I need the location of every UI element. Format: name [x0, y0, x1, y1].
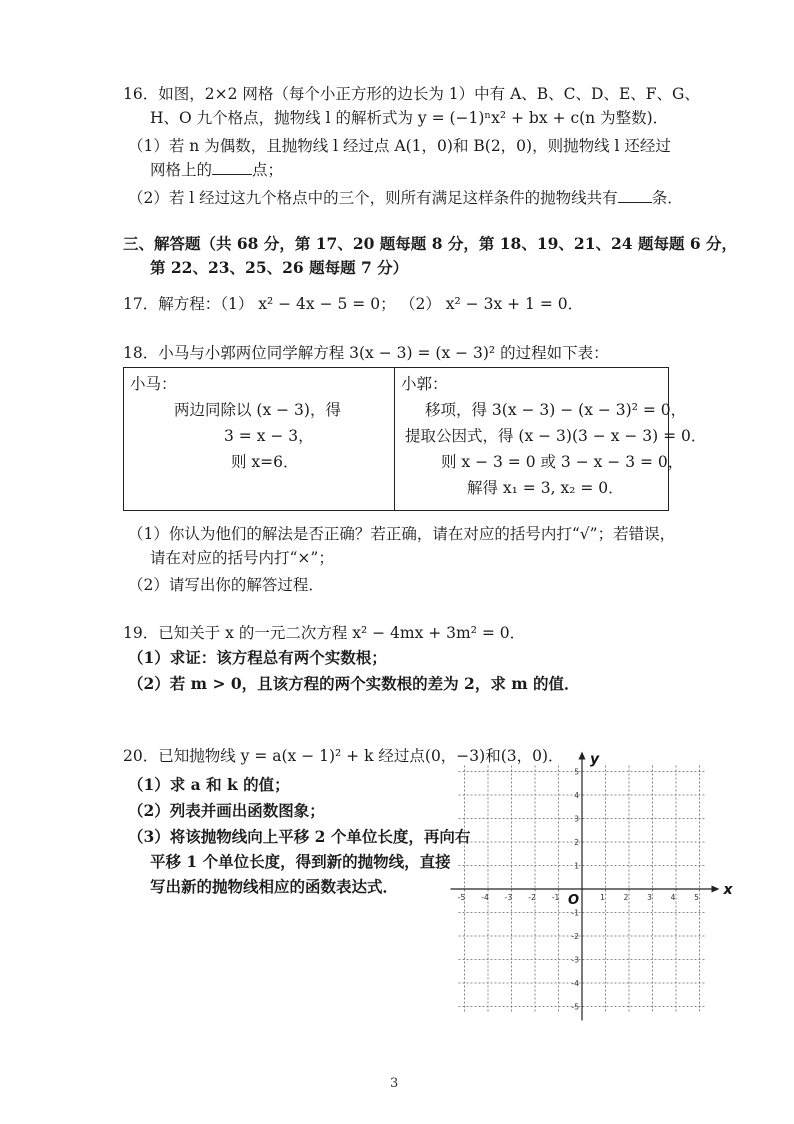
q19-intro: 19．已知关于 x 的一元二次方程 x² − 4mx + 3m² = 0．: [123, 624, 526, 642]
q16-part1-line1: （1）若 n 为偶数，且抛物线 l 经过点 A(1，0)和 B(2，0)，则抛物线 l 还经过: [128, 137, 671, 155]
q16-part1-text-a: 网格上的: [150, 161, 213, 179]
y-axis-label: y: [590, 751, 600, 768]
x-tick-label: -5: [457, 893, 466, 902]
x-tick-label: -2: [528, 893, 536, 902]
q16-part1-line2: [150, 160, 283, 180]
q20-part2: （2）列表并画出函数图象；: [128, 801, 325, 820]
q18-right-title: 小郭：: [401, 375, 448, 393]
q18-right-line2: 提取公因式，得 (x − 3)(3 − x − 3) = 0．: [405, 427, 707, 445]
section3-heading-line2: 第 22、23、25、26 题每题 7 分）: [150, 258, 409, 277]
q18-left-line1: 两边同除以 (x − 3)，得: [174, 401, 341, 419]
y-tick-label: 4: [574, 791, 579, 800]
grid-lines: [459, 766, 706, 1013]
q18-left-title: 小马：: [130, 375, 177, 393]
x-tick-label: 4: [670, 893, 676, 902]
x-tick-label: 1: [600, 893, 605, 902]
y-tick-label: 5: [574, 767, 579, 777]
grid-labels: [458, 752, 734, 1012]
q16-part2: [128, 188, 683, 208]
q17-part2: （2） x² − 3x + 1 = 0．: [400, 295, 584, 313]
q18-solution-table: [123, 367, 707, 511]
y-tick-label: 2: [574, 838, 579, 847]
q18-right-line3: 则 x − 3 = 0 或 3 − x − 3 = 0，: [441, 453, 684, 471]
q19-part1: （1）求证：该方程总有两个实数根；: [128, 648, 387, 667]
y-tick-label: 1: [574, 861, 579, 871]
q18-right-cell: [395, 368, 707, 511]
q16-part1-text-b: 点；: [252, 161, 284, 179]
x-axis-arrow-icon: [712, 886, 720, 893]
y-tick-label: 3: [574, 814, 579, 824]
grid-axes: [451, 752, 720, 1021]
q20-part3-line1: （3）将该抛物线向上平移 2 个单位长度，再向右: [128, 827, 471, 846]
q18-left-line3: 则 x=6．: [231, 453, 299, 471]
page-number: 3: [390, 1076, 399, 1091]
x-tick-label: -3: [504, 893, 513, 902]
y-tick-label: -4: [571, 979, 579, 988]
q18-left-cell: [124, 368, 395, 511]
y-axis-arrow-icon: [579, 752, 586, 760]
q20-part3-line3: 写出新的抛物线相应的函数表达式．: [150, 877, 399, 896]
q16-line2: H、O 九个格点，抛物线 l 的解析式为 y = (−1)ⁿx² + bx + c(n 为整数)．: [150, 109, 669, 127]
y-tick-label: -2: [571, 932, 579, 941]
q19-part2: （2）若 m > 0，且该方程的两个实数根的差为 2，求 m 的值．: [128, 674, 580, 693]
q16-answer-blank-2[interactable]: [618, 188, 652, 203]
y-tick-label: -3: [571, 955, 579, 965]
q20-part1: （1）求 a 和 k 的值；: [128, 775, 290, 794]
q18-left-line2: 3 = x − 3，: [224, 427, 314, 445]
y-tick-label: -5: [571, 1002, 579, 1012]
section3-heading-line1: 三、解答题（共 68 分，第 17、20 题每题 8 分，第 18、19、21、24 题每题 6 分，: [123, 234, 738, 253]
x-tick-label: 3: [647, 893, 652, 902]
q16-line1: 16．如图，2×2 网格（每个小正方形的边长为 1）中有 A、B、C、D、E、F、G、: [123, 85, 700, 103]
x-tick-label: -1: [551, 893, 560, 902]
q17-part1: 17．解方程：（1） x² − 4x − 5 = 0；: [123, 295, 396, 313]
q20-intro: 20．已知抛物线 y = a(x − 1)² + k 经过点(0，−3)和(3，0)．: [123, 747, 564, 765]
x-tick-label: 2: [623, 893, 629, 902]
q17-text: [123, 294, 396, 314]
q16-part2-text-b: 条．: [651, 189, 683, 207]
q18-part1-line2: 请在对应的括号内打“×”；: [150, 549, 334, 567]
q16-part2-text-a: （2）若 l 经过这九个格点中的三个，则所有满足这样条件的抛物线共有: [128, 189, 618, 207]
x-tick-label: 5: [694, 893, 699, 902]
y-tick-label: -1: [571, 908, 579, 918]
q18-part2: （2）请写出你的解答过程．: [128, 576, 324, 594]
q18-right-line4: 解得 x₁ = 3, x₂ = 0．: [467, 479, 624, 497]
origin-label: O: [567, 893, 579, 908]
q18-part1-line1: （1）你认为他们的解法是否正确？若正确，请在对应的括号内打“√”；若错误，: [128, 525, 676, 543]
x-tick-label: -4: [481, 893, 489, 902]
x-axis-label: x: [723, 882, 733, 898]
q18-intro: 18．小马与小郭两位同学解方程 3(x − 3) = (x − 3)² 的过程如下表：: [123, 344, 609, 362]
q18-right-line1: 移项，得 3(x − 3) − (x − 3)² = 0，: [425, 401, 687, 419]
q16-answer-blank-1[interactable]: [212, 160, 252, 175]
q20-part3-line2: 平移 1 个单位长度，得到新的抛物线，直接: [150, 852, 451, 871]
